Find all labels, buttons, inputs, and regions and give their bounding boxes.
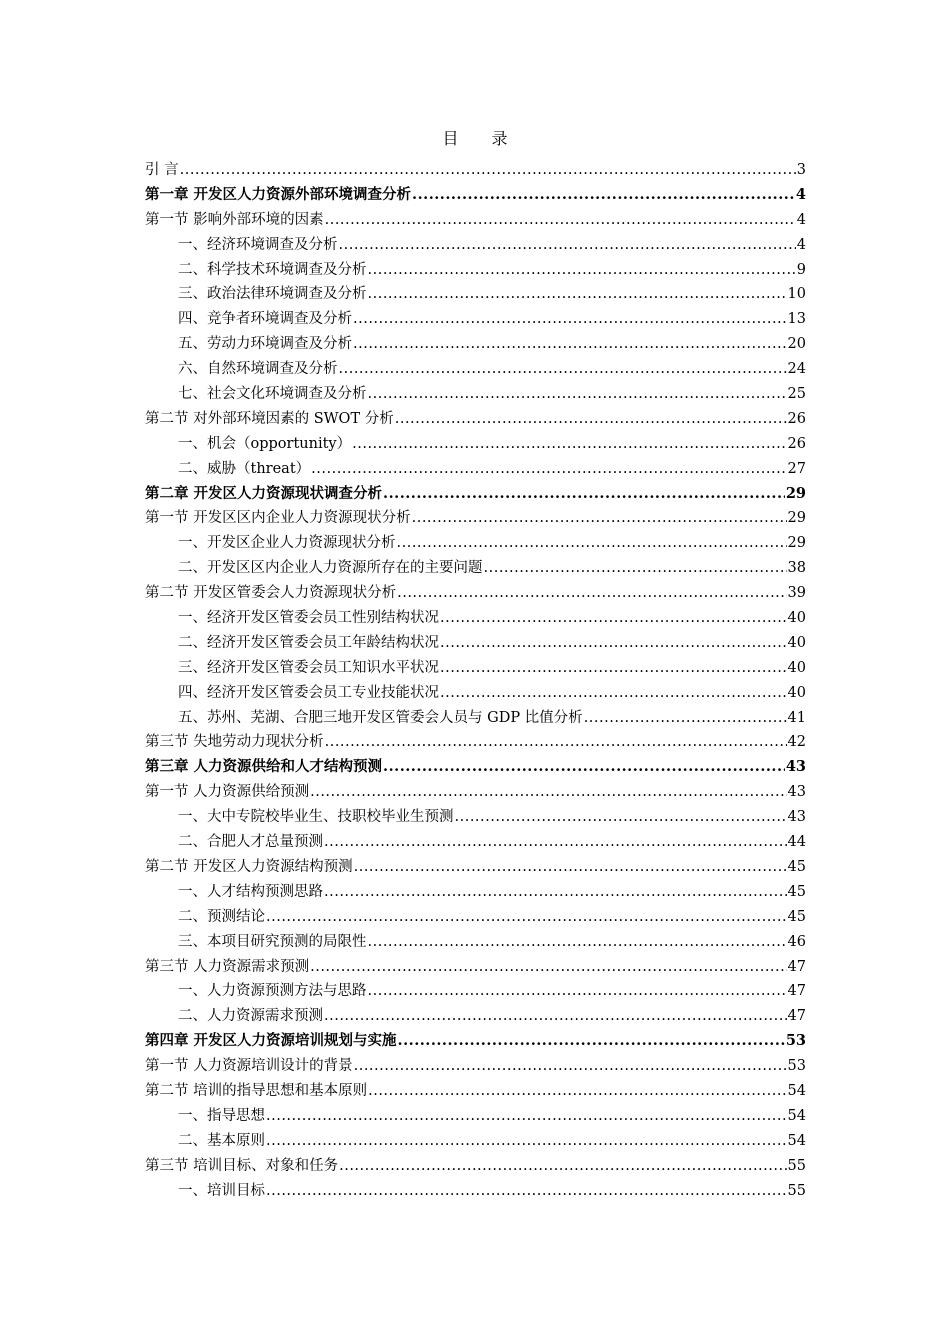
toc-entry-page-number: 45 [787, 883, 806, 900]
dot-leader [352, 432, 786, 457]
toc-entry-label: 三、政治法律环境调查及分析 [178, 286, 367, 303]
dot-leader [266, 1179, 787, 1204]
toc-entry-page-number: 26 [787, 410, 806, 427]
toc-entry[interactable] [145, 332, 806, 357]
toc-entry-page-number: 47 [787, 958, 806, 975]
dot-leader [455, 805, 787, 830]
toc-entry-page-number: 42 [787, 734, 806, 751]
toc-entry-label: 一、经济环境调查及分析 [178, 236, 338, 253]
toc-entry-page-number: 46 [787, 933, 806, 950]
toc-entry-page-number: 54 [787, 1082, 806, 1099]
toc-entry-label: 二、威胁（threat） [178, 460, 311, 477]
toc-entry-label: 第一节 人力资源培训设计的背景 [145, 1058, 353, 1075]
toc-entry[interactable] [145, 730, 806, 755]
toc-entry-page-number: 47 [787, 1008, 806, 1025]
toc-entry-page-number: 9 [796, 261, 806, 278]
toc-entry[interactable] [145, 258, 806, 283]
toc-entry-label: 五、劳动力环境调查及分析 [178, 336, 352, 353]
dot-leader [339, 233, 796, 258]
toc-entry-label: 二、合肥人才总量预测 [178, 834, 323, 851]
dot-leader [397, 581, 786, 606]
toc-entry-label: 二、预测结论 [178, 908, 265, 925]
toc-entry-page-number: 27 [787, 460, 806, 477]
toc-entry[interactable] [145, 382, 806, 407]
dot-leader [339, 1154, 786, 1179]
dot-leader [440, 681, 787, 706]
toc-entry-label: 第三节 人力资源需求预测 [145, 958, 310, 975]
dot-leader [383, 755, 785, 780]
toc-entry-page-number: 41 [787, 709, 806, 726]
dot-leader [266, 1104, 787, 1129]
dot-leader [325, 208, 796, 233]
dot-leader [339, 357, 787, 382]
toc-entry-label: 第一节 开发区区内企业人力资源现状分析 [145, 510, 411, 527]
toc-entry-page-number: 40 [787, 610, 806, 627]
toc-entry-label: 一、经济开发区管委会员工性别结构状况 [178, 610, 439, 627]
toc-entry-label: 第三章 人力资源供给和人才结构预测 [145, 758, 383, 776]
toc-entry-label: 一、机会（opportunity） [178, 435, 352, 452]
toc-entry-page-number: 24 [787, 361, 806, 378]
toc-entry-label: 第二章 开发区人力资源现状调查分析 [145, 484, 383, 502]
dot-leader [368, 382, 787, 407]
toc-entry[interactable] [145, 407, 806, 432]
toc-entry-page-number: 54 [787, 1132, 806, 1149]
toc-entry-label: 一、人才结构预测思路 [178, 883, 323, 900]
dot-leader [368, 979, 787, 1004]
toc-entry[interactable] [145, 357, 806, 382]
toc-entry-label: 第二节 对外部环境因素的 SWOT 分析 [145, 410, 394, 427]
toc-entry-page-number: 4 [796, 211, 806, 228]
toc-entry[interactable] [145, 208, 806, 233]
toc-entry[interactable] [145, 282, 806, 307]
toc-entry-label: 四、经济开发区管委会员工专业技能状况 [178, 684, 439, 701]
toc-entry-label: 六、自然环境调查及分析 [178, 361, 338, 378]
toc-entry[interactable] [145, 830, 806, 855]
toc-entry-label: 五、苏州、芜湖、合肥三地开发区管委会人员与 GDP 比值分析 [178, 709, 583, 726]
toc-entry-label: 一、培训目标 [178, 1182, 265, 1199]
toc-entry-label: 引 言 [145, 162, 179, 178]
toc-entry-page-number: 54 [787, 1107, 806, 1124]
toc-entry-page-number: 40 [787, 659, 806, 676]
toc-list [145, 158, 806, 1203]
dot-leader [324, 830, 787, 855]
toc-entry[interactable] [145, 1104, 806, 1129]
dot-leader [440, 631, 787, 656]
toc-entry-label: 二、科学技术环境调查及分析 [178, 261, 367, 278]
toc-entry[interactable] [145, 706, 806, 731]
toc-entry-label: 第四章 开发区人力资源培训规划与实施 [145, 1032, 397, 1050]
dot-leader [325, 730, 787, 755]
toc-entry-page-number: 45 [787, 908, 806, 925]
toc-entry-page-number: 3 [796, 162, 806, 178]
toc-entry-page-number: 43 [785, 758, 806, 776]
toc-entry-page-number: 44 [787, 834, 806, 851]
toc-entry[interactable] [145, 1079, 806, 1104]
toc-entry-page-number: 39 [787, 585, 806, 602]
toc-entry-page-number: 45 [787, 858, 806, 875]
toc-entry-page-number: 47 [787, 983, 806, 1000]
toc-entry[interactable] [145, 681, 806, 706]
toc-entry-page-number: 55 [787, 1157, 806, 1174]
toc-entry[interactable] [145, 955, 806, 980]
dot-leader [354, 855, 787, 880]
dot-leader [311, 457, 786, 482]
toc-entry[interactable] [145, 631, 806, 656]
toc-entry[interactable] [145, 183, 806, 208]
toc-entry-label: 第三节 失地劳动力现状分析 [145, 734, 324, 751]
toc-entry-page-number: 29 [785, 484, 806, 502]
dot-leader [324, 880, 787, 905]
toc-entry-label: 第二节 开发区管委会人力资源现状分析 [145, 585, 397, 602]
toc-entry-page-number: 10 [787, 286, 806, 303]
toc-entry[interactable] [145, 930, 806, 955]
toc-entry[interactable] [145, 581, 806, 606]
dot-leader [310, 955, 786, 980]
toc-entry[interactable] [145, 1029, 806, 1054]
toc-entry-page-number: 40 [787, 684, 806, 701]
toc-entry[interactable] [145, 457, 806, 482]
toc-entry-page-number: 40 [787, 634, 806, 651]
toc-entry[interactable] [145, 482, 806, 507]
toc-entry[interactable] [145, 307, 806, 332]
dot-leader [368, 282, 787, 307]
toc-entry-page-number: 29 [787, 510, 806, 527]
toc-entry-page-number: 20 [787, 336, 806, 353]
toc-title: 目 录 [442, 129, 522, 148]
dot-leader [440, 606, 787, 631]
toc-entry-page-number: 43 [787, 809, 806, 826]
toc-entry[interactable] [145, 556, 806, 581]
toc-entry-label: 第二节 开发区人力资源结构预测 [145, 858, 353, 875]
toc-entry-label: 七、社会文化环境调查及分析 [178, 386, 367, 403]
toc-entry-label: 第二节 培训的指导思想和基本原则 [145, 1082, 368, 1099]
dot-leader [412, 183, 795, 208]
toc-entry-label: 二、开发区区内企业人力资源所存在的主要问题 [178, 560, 483, 577]
toc-entry-label: 三、本项目研究预测的局限性 [178, 933, 367, 950]
dot-leader [440, 656, 787, 681]
toc-entry-label: 二、经济开发区管委会员工年龄结构状况 [178, 634, 439, 651]
toc-entry-label: 第一节 人力资源供给预测 [145, 784, 310, 801]
toc-entry-label: 一、大中专院校毕业生、技职校毕业生预测 [178, 809, 454, 826]
toc-entry-label: 第一节 影响外部环境的因素 [145, 211, 324, 228]
toc-entry-page-number: 4 [795, 185, 806, 203]
toc-entry[interactable] [145, 755, 806, 780]
dot-leader [353, 332, 787, 357]
dot-leader [383, 482, 785, 507]
toc-entry[interactable] [145, 432, 806, 457]
toc-entry-page-number: 38 [787, 560, 806, 577]
dot-leader [368, 1079, 786, 1104]
toc-entry[interactable] [145, 905, 806, 930]
toc-entry-label: 第三节 培训目标、对象和任务 [145, 1157, 339, 1174]
toc-entry[interactable] [145, 1154, 806, 1179]
toc-entry-label: 二、人力资源需求预测 [178, 1008, 323, 1025]
toc-entry[interactable] [145, 606, 806, 631]
toc-entry[interactable] [145, 656, 806, 681]
dot-leader [584, 706, 787, 731]
toc-entry[interactable] [145, 1054, 806, 1079]
toc-entry[interactable] [145, 531, 806, 556]
toc-entry-label: 三、经济开发区管委会员工知识水平状况 [178, 659, 439, 676]
dot-leader [310, 780, 786, 805]
dot-leader [368, 258, 796, 283]
dot-leader [266, 1129, 787, 1154]
toc-entry-label: 二、基本原则 [178, 1132, 265, 1149]
dot-leader [398, 1029, 785, 1054]
toc-entry-page-number: 26 [787, 435, 806, 452]
toc-entry[interactable] [145, 233, 806, 258]
toc-entry-label: 一、开发区企业人力资源现状分析 [178, 535, 396, 552]
toc-entry-page-number: 25 [787, 386, 806, 403]
toc-entry-page-number: 55 [787, 1182, 806, 1199]
toc-entry[interactable] [145, 506, 806, 531]
toc-entry[interactable] [145, 880, 806, 905]
toc-entry-label: 第一章 开发区人力资源外部环境调查分析 [145, 185, 412, 203]
dot-leader [180, 158, 796, 183]
toc-entry-page-number: 43 [787, 784, 806, 801]
toc-entry[interactable] [145, 855, 806, 880]
toc-entry[interactable] [145, 780, 806, 805]
dot-leader [395, 407, 787, 432]
toc-entry-page-number: 13 [787, 311, 806, 328]
toc-entry[interactable] [145, 1129, 806, 1154]
toc-entry[interactable] [145, 1004, 806, 1029]
toc-entry-page-number: 53 [787, 1058, 806, 1075]
toc-entry-label: 四、竞争者环境调查及分析 [178, 311, 352, 328]
dot-leader [412, 506, 787, 531]
toc-entry-page-number: 29 [787, 535, 806, 552]
toc-entry-label: 一、指导思想 [178, 1107, 265, 1124]
toc-entry[interactable] [145, 805, 806, 830]
dot-leader [484, 556, 787, 581]
toc-entry[interactable] [145, 158, 806, 183]
dot-leader [353, 307, 787, 332]
toc-entry-page-number: 4 [796, 236, 806, 253]
dot-leader [266, 905, 787, 930]
toc-entry-label: 一、人力资源预测方法与思路 [178, 983, 367, 1000]
toc-entry-page-number: 53 [785, 1032, 806, 1050]
dot-leader [368, 930, 787, 955]
toc-entry[interactable] [145, 979, 806, 1004]
dot-leader [354, 1054, 787, 1079]
toc-entry[interactable] [145, 1179, 806, 1204]
dot-leader [397, 531, 787, 556]
dot-leader [324, 1004, 787, 1029]
